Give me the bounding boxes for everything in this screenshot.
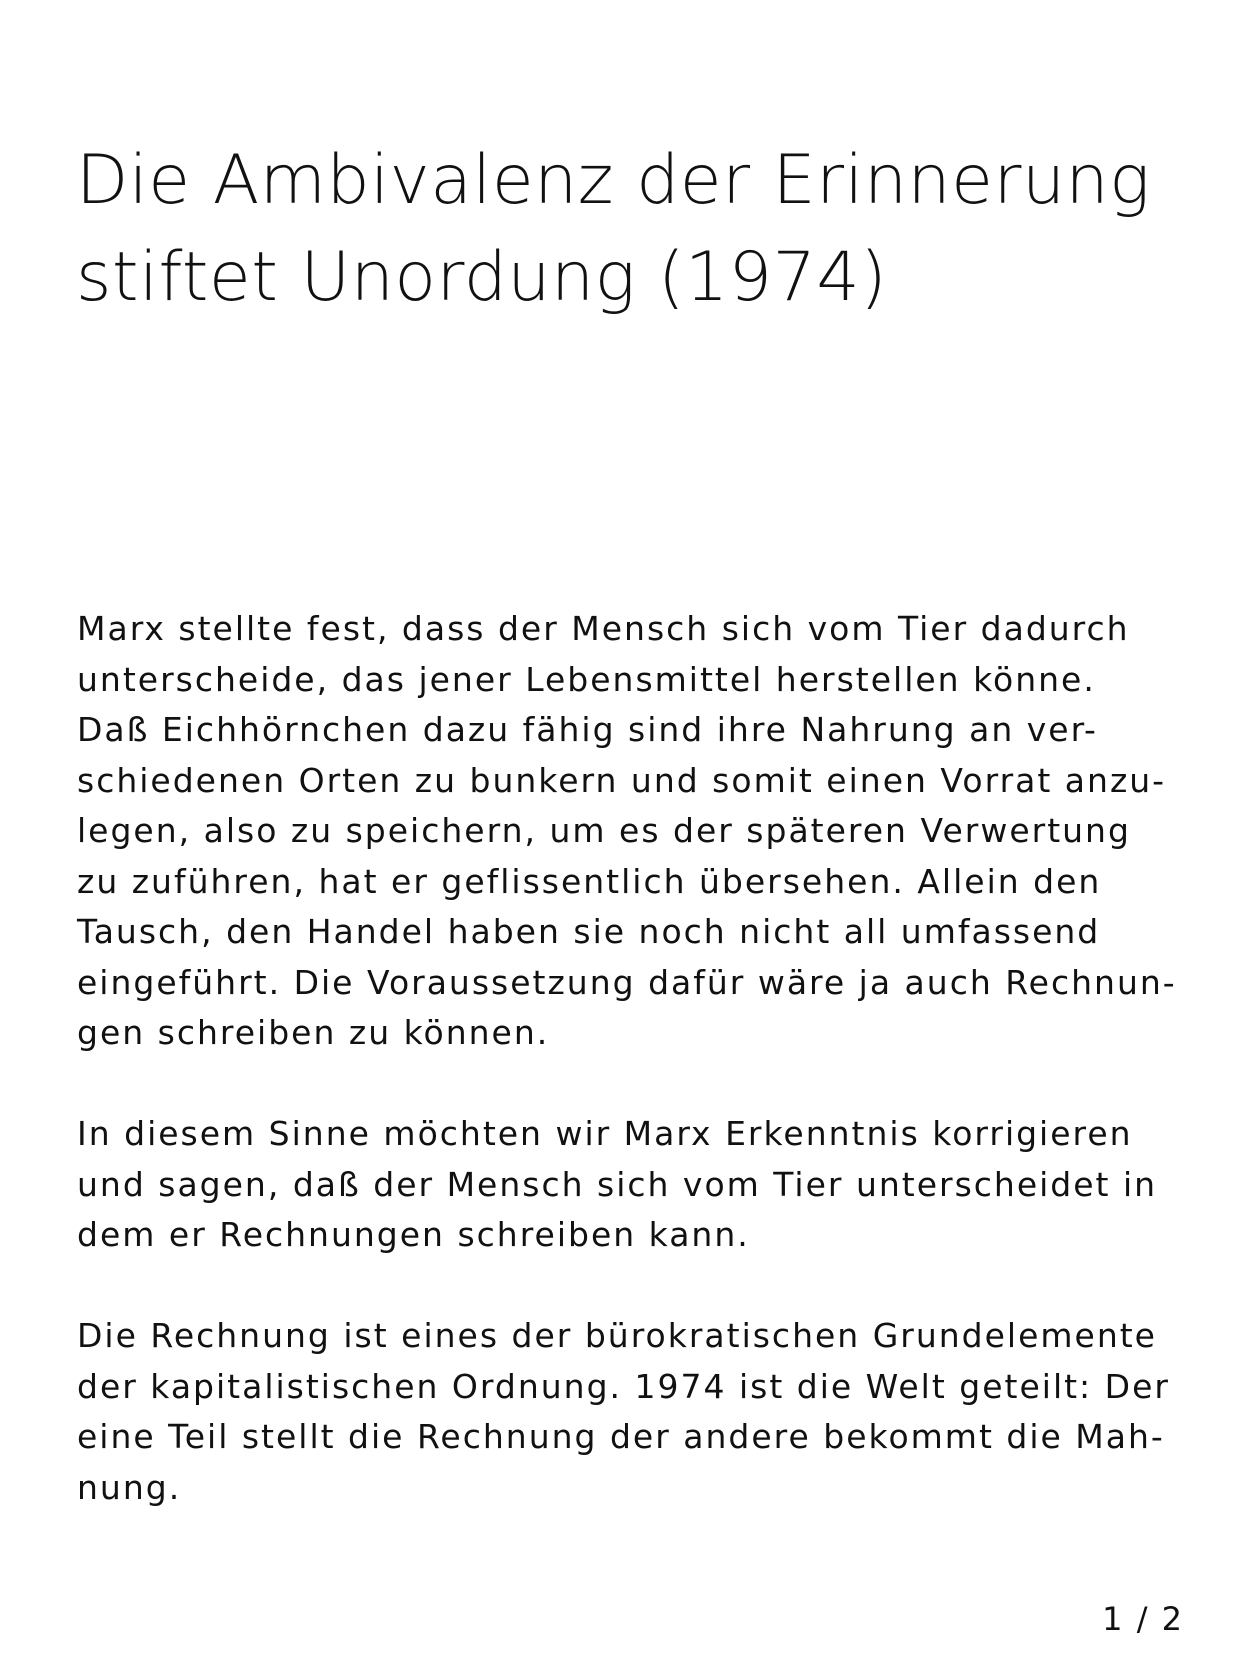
text-line: Marx stellte fest, dass der Mensch sich vom Tier dadurch xyxy=(77,609,1130,648)
text-line: schiedenen Orten zu bunkern und somit einen Vorrat anzu- xyxy=(77,760,1167,800)
text-line: nung. xyxy=(77,1467,182,1507)
text-line: zu zuführen, hat er geflissentlich übersehen. Allein den xyxy=(77,861,1102,901)
text-line: gen schreiben zu können. xyxy=(77,1013,550,1052)
text-line: In diesem Sinne möchten wir Marx Erkenntnis korrigieren xyxy=(77,1114,1133,1153)
paragraph-correction xyxy=(77,1109,1187,1261)
text-line: Tausch, den Handel haben sie noch nicht all umfassend xyxy=(77,912,1101,951)
text-line: eine Teil stellt die Rechnung der andere bekommt die Mah- xyxy=(77,1417,1165,1456)
page-number: 1 / 2 xyxy=(1102,1600,1184,1638)
page-title xyxy=(76,132,1176,326)
title-line: stiftet Unordung (1974) xyxy=(76,238,888,317)
body-text xyxy=(77,604,1187,1564)
text-line: eingeführt. Die Voraussetzung dafür wäre ja auch Rechnun- xyxy=(77,962,1177,1002)
text-line: dem er Rechnungen schreiben kann. xyxy=(77,1215,750,1254)
text-line: Daß Eichhörnchen dazu fähig sind ihre Nahrung an ver- xyxy=(77,710,1098,749)
text-line: unterscheide, das jener Lebensmittel herstellen könne. xyxy=(77,659,1096,699)
text-line: Die Rechnung ist eines der bürokratischen Grundelemente xyxy=(77,1316,1157,1355)
text-line: der kapitalistischen Ordnung. 1974 ist die Welt geteilt: Der xyxy=(77,1366,1170,1406)
text-line: legen, also zu speichern, um es der späteren Verwertung xyxy=(77,811,1131,850)
paragraph-rechnung xyxy=(77,1311,1187,1513)
title-line: Die Ambivalenz der Erinnerung xyxy=(76,141,1151,220)
text-line: und sagen, daß der Mensch sich vom Tier unterscheidet in xyxy=(77,1164,1158,1204)
paragraph-marx xyxy=(77,604,1187,1059)
